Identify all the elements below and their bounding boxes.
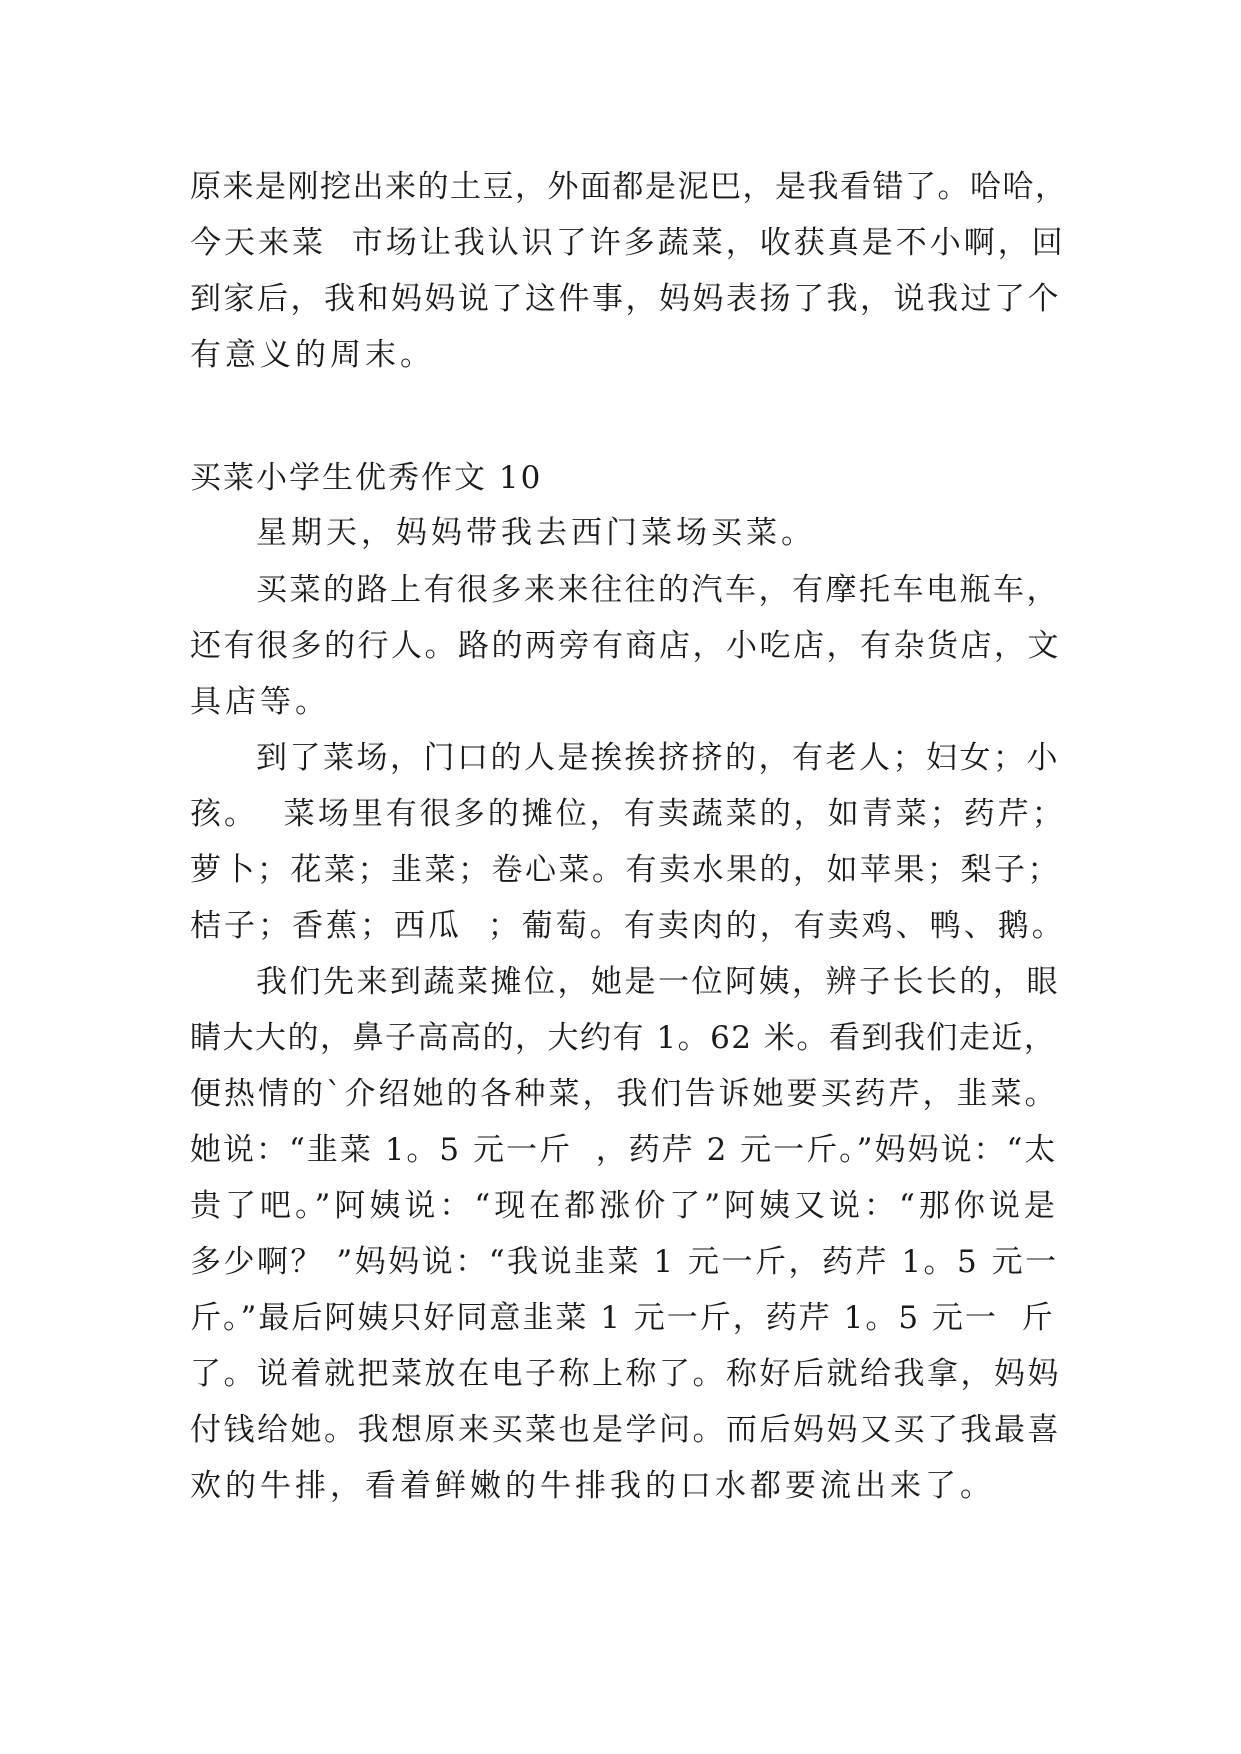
intro-line-3: 到家后，我和妈妈说了这件事，妈妈表扬了我，说我过了个 — [190, 281, 1061, 317]
paragraph-3-line-1: 到了菜场，门口的人是挨挨挤挤的，有老人；妇女；小 — [256, 740, 1060, 776]
paragraph-4-line-6: 多少啊？ ”妈妈说：“我说韭菜 1 元一斤，药芹 1。5 元一 — [190, 1244, 1059, 1280]
paragraph-3-line-4: 桔子；香蕉；西瓜 ；葡萄。有卖肉的，有卖鸡、鸭、鹅。 — [190, 908, 1066, 944]
intro-line-4: 有意义的周末。 — [190, 337, 435, 373]
paragraph-4-line-8: 了。说着就把菜放在电子称上称了。称好后就给我拿，妈妈 — [190, 1356, 1061, 1392]
paragraph-4-line-2: 睛大大的，鼻子高高的，大约有 1。62 米。看到我们走近， — [190, 1020, 1057, 1056]
paragraph-2-line-2: 还有很多的行人。路的两旁有商店，小吃店，有杂货店，文 — [190, 628, 1061, 664]
paragraph-4-line-5: 贵了吧。”阿姨说：“现在都涨价了”阿姨又说：“那你说是 — [190, 1188, 1059, 1224]
paragraph-4-line-7: 斤。”最后阿姨只好同意韭菜 1 元一斤，药芹 1。5 元一 斤 — [190, 1300, 1055, 1336]
intro-line-2: 今天来菜 市场让我认识了许多蔬菜，收获真是不小啊，回 — [190, 225, 1066, 261]
intro-line-1: 原来是刚挖出来的土豆，外面都是泥巴，是我看错了。哈哈， — [190, 169, 1068, 205]
paragraph-3-line-3: 萝卜；花菜；韭菜；卷心菜。有卖水果的，如苹果；梨子； — [190, 852, 1061, 888]
paragraph-4-line-1: 我们先来到蔬菜摊位，她是一位阿姨，辨子长长的，眼 — [256, 964, 1060, 1000]
paragraph-4-line-9: 付钱给她。我想原来买菜也是学问。而后妈妈又买了我最喜 — [190, 1412, 1061, 1448]
paragraph-4-line-4: 她说：“韭菜 1。5 元一斤 ，药芹 2 元一斤。”妈妈说：“太 — [190, 1132, 1058, 1168]
paragraph-1-line-1: 星期天，妈妈带我去西门菜场买菜。 — [256, 515, 816, 551]
paragraph-4-line-3: 便热情的`介绍她的各种菜，我们告诉她要买药芹，韭菜。 — [190, 1076, 1059, 1112]
paragraph-4-line-10: 欢的牛排，看着鲜嫩的牛排我的口水都要流出来了。 — [190, 1468, 995, 1504]
paragraph-2-line-1: 买菜的路上有很多来来往往的汽车，有摩托车电瓶车， — [256, 572, 1060, 608]
paragraph-3-line-2: 孩。 菜场里有很多的摊位，有卖蔬菜的，如青菜；药芹； — [190, 796, 1066, 832]
essay-title: 买菜小学生优秀作文 10 — [190, 460, 543, 496]
paragraph-2-line-3: 具店等。 — [190, 684, 330, 720]
